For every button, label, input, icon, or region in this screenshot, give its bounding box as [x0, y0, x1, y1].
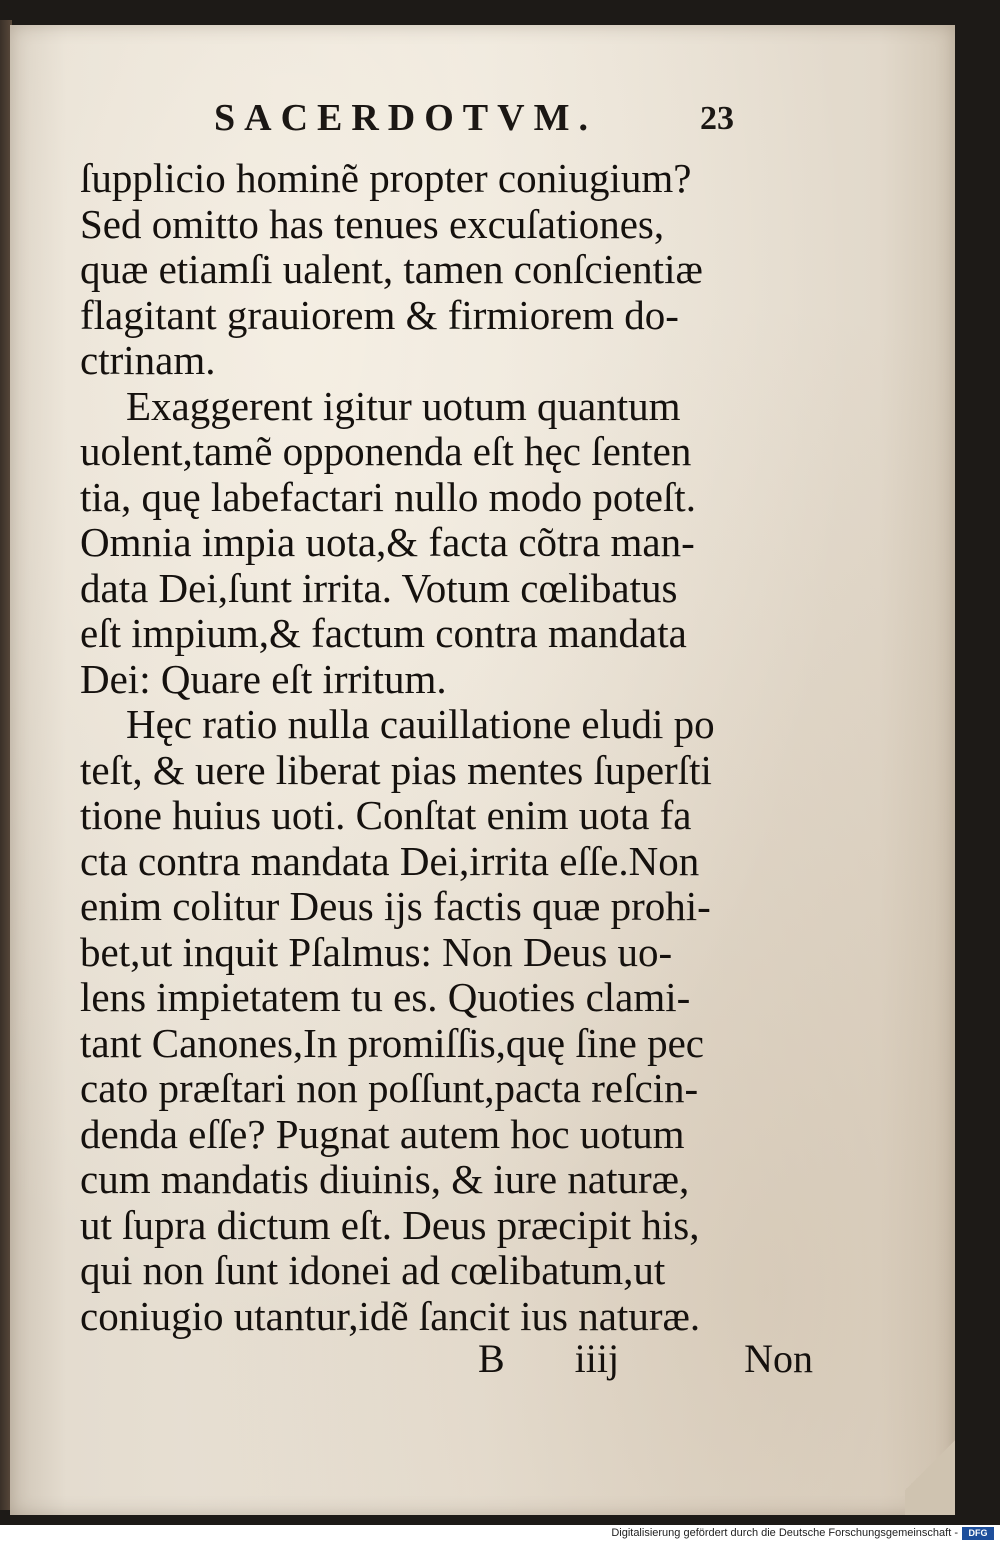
catchword: Non: [744, 1336, 814, 1381]
text-line: lens impietatem tu es. Quoties clami-: [80, 974, 691, 1020]
text-line: bet,ut inquit Pſalmus: Non Deus uo-: [80, 928, 673, 975]
text-line: Exaggerent igitur uotum quantum: [126, 382, 681, 429]
text-line: denda eſſe? Pugnat autem hoc uotum: [80, 1110, 685, 1157]
text-line: teſt, & uere liberat pias mentes ſuperſti: [80, 746, 712, 793]
body-text: [80, 156, 770, 1339]
signature-mark: B iiij: [478, 1336, 620, 1381]
text-line: ut ſupra dictum eſt. Deus præcipit his,: [80, 1201, 700, 1248]
text-line: Omnia impia uota,& facta cõtra man-: [80, 519, 695, 565]
dfg-logo: DFG: [962, 1527, 994, 1540]
text-line: cum mandatis diuinis, & iure naturæ,: [80, 1156, 690, 1202]
text-line: tione huius uoti. Conſtat enim uota fa: [80, 792, 692, 838]
text-line: uolent,tamẽ opponenda eſt hęc ſenten: [80, 428, 692, 474]
catchline: [478, 1335, 813, 1382]
text-line: Dei: Quare eſt irritum.: [80, 655, 447, 702]
running-head: SACERDOTVM.: [214, 97, 597, 139]
text-line: quæ etiamſi ualent, tamen conſcientiæ: [80, 246, 703, 292]
text-line: qui non ſunt idonei ad cœlibatum,ut: [80, 1247, 666, 1293]
text-line: cta contra mandata Dei,irrita eſſe.Non: [80, 837, 700, 884]
text-line: enim colitur Deus ijs factis quæ prohi-: [80, 883, 711, 929]
text-line: ſupplicio hominẽ propter coniugium?: [80, 155, 692, 201]
digitization-note: Digitalisierung gefördert durch die Deutsche Forschungsgemeinschaft -: [611, 1527, 958, 1539]
page-number: 23: [700, 100, 734, 137]
text-line: flagitant grauiorem & firmiorem do-: [80, 291, 679, 338]
text-line: data Dei,ſunt irrita. Votum cœlibatus: [80, 564, 678, 611]
text-line: cato præſtari non poſſunt,pacta reſcin-: [80, 1065, 699, 1111]
text-line: Sed omitto has tenues excuſationes,: [80, 200, 665, 247]
text-line: eſt impium,& factum contra mandata: [80, 610, 687, 656]
worn-page-corner: [905, 1415, 955, 1515]
text-line: ctrinam.: [80, 337, 216, 383]
text-line: tia, quę labefactari nullo modo poteſt.: [80, 473, 696, 520]
text-line: tant Canones,In promiſſis,quę ſine pec: [80, 1019, 704, 1066]
text-line: coniugio utantur,idẽ ſancit ius naturæ.: [80, 1292, 701, 1339]
text-line: Hęc ratio nulla cauillatione eludi po: [126, 701, 715, 747]
